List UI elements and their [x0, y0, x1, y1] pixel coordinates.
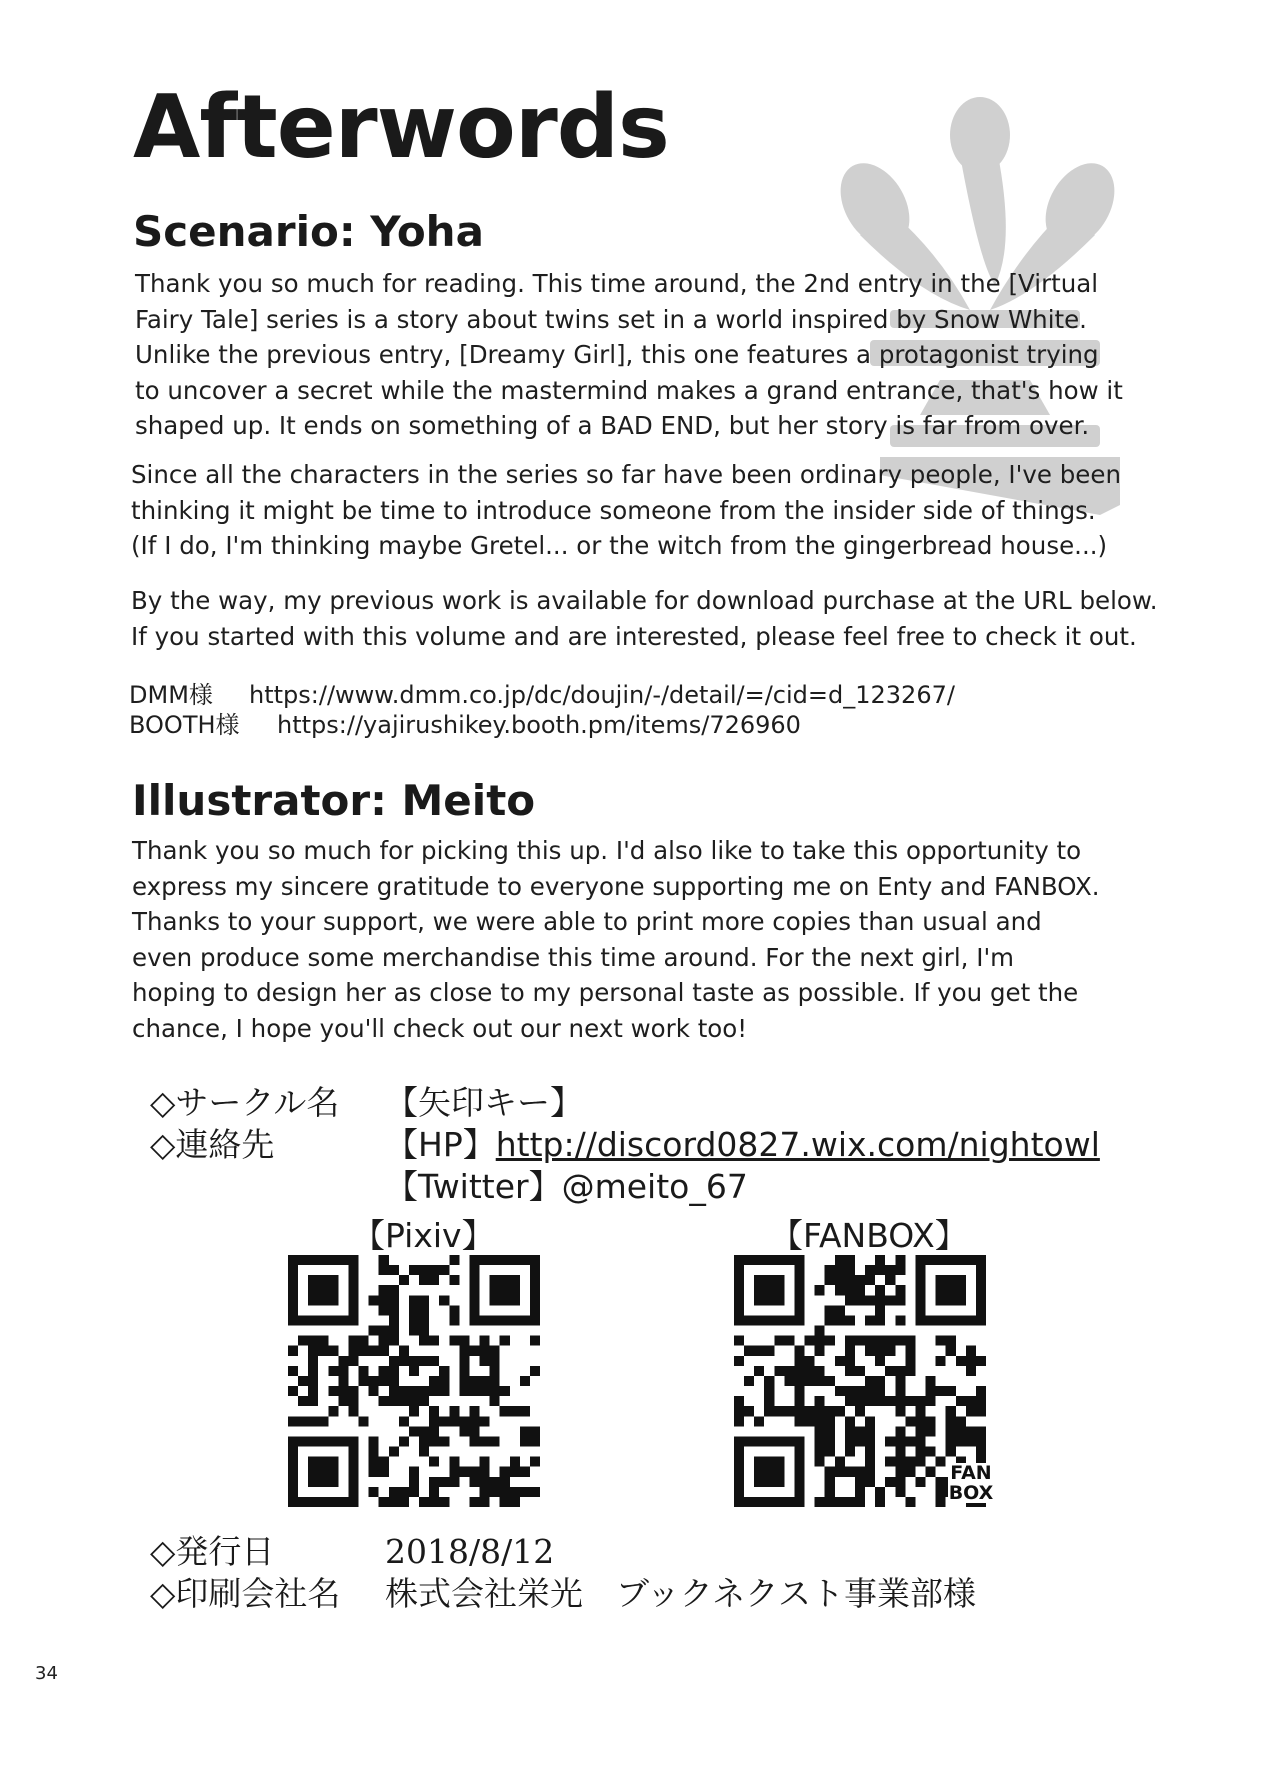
- dmm-site-label: DMM様: [129, 681, 213, 709]
- link-row-dmm: [129, 680, 955, 710]
- hp-prefix: 【HP】: [385, 1125, 496, 1164]
- date-label: ◇発行日: [150, 1532, 275, 1571]
- booth-site-label: BOOTH様: [129, 711, 240, 739]
- hp-url-link[interactable]: http://discord0827.wix.com/nightowl: [495, 1125, 1100, 1164]
- illustrator-heading: Illustrator: Meito: [132, 776, 536, 825]
- pixiv-qr-code[interactable]: [288, 1255, 540, 1507]
- printer-label: ◇印刷会社名: [150, 1574, 341, 1613]
- page-title: Afterwords: [133, 76, 669, 178]
- fanbox-label: 【FANBOX】: [770, 1216, 968, 1255]
- page-number: 34: [35, 1663, 58, 1684]
- link-row-booth: [129, 710, 955, 740]
- scenario-paragraph-2: Since all the characters in the series so far have been ordinary people, I've been thinking it might be time to introduce someone from the insider side of things. (If I do, I'm thinking maybe Gretel... or the witch from the gingerbread house...): [131, 460, 1121, 560]
- dmm-url-link[interactable]: https://www.dmm.co.jp/dc/doujin/-/detail/=/cid=d_123267/: [249, 681, 955, 709]
- circle-name-label: ◇サークル名: [150, 1083, 340, 1122]
- fanbox-logo: FAN BOX: [948, 1462, 994, 1504]
- contact-label: ◇連絡先: [150, 1125, 275, 1164]
- circle-info: [150, 1082, 1100, 1208]
- booth-url-link[interactable]: https://yajirushikey.booth.pm/items/726960: [277, 711, 801, 739]
- scenario-heading: Scenario: Yoha: [133, 207, 484, 256]
- scenario-paragraph-1: Thank you so much for reading. This time around, the 2nd entry in the [Virtual Fairy Tale] series is a story about twins set in a world inspired by Snow White. Unlike the previous entry, [Dreamy Girl], this one features a protagonist trying to uncover a secret while the mastermind makes a grand entrance, that's how it shaped up. It ends on something of a BAD END, but her story is far from over.: [135, 269, 1123, 440]
- twitter-handle[interactable]: 【Twitter】@meito_67: [385, 1167, 748, 1206]
- pixiv-label: 【Pixiv】: [352, 1216, 495, 1255]
- date-value: 2018/8/12: [385, 1532, 555, 1571]
- circle-name-value: 【矢印キー】: [385, 1083, 583, 1122]
- printer-value: 株式会社栄光 ブックネクスト事業部様: [385, 1574, 977, 1613]
- publication-info: [150, 1531, 976, 1615]
- scenario-paragraph-3: By the way, my previous work is available for download purchase at the URL below. If you started with this volume and are interested, please feel free to check it out.: [131, 586, 1158, 651]
- download-links: [129, 680, 955, 740]
- illustrator-paragraph: Thank you so much for picking this up. I'd also like to take this opportunity to express my sincere gratitude to everyone supporting me on Enty and FANBOX. Thanks to your support, we were able to print more copies than usual and even produce some merchandise this time around. For the next girl, I'm hoping to design her as close to my personal taste as possible. If you get the chance, I hope you'll check out our next work too!: [132, 836, 1100, 1043]
